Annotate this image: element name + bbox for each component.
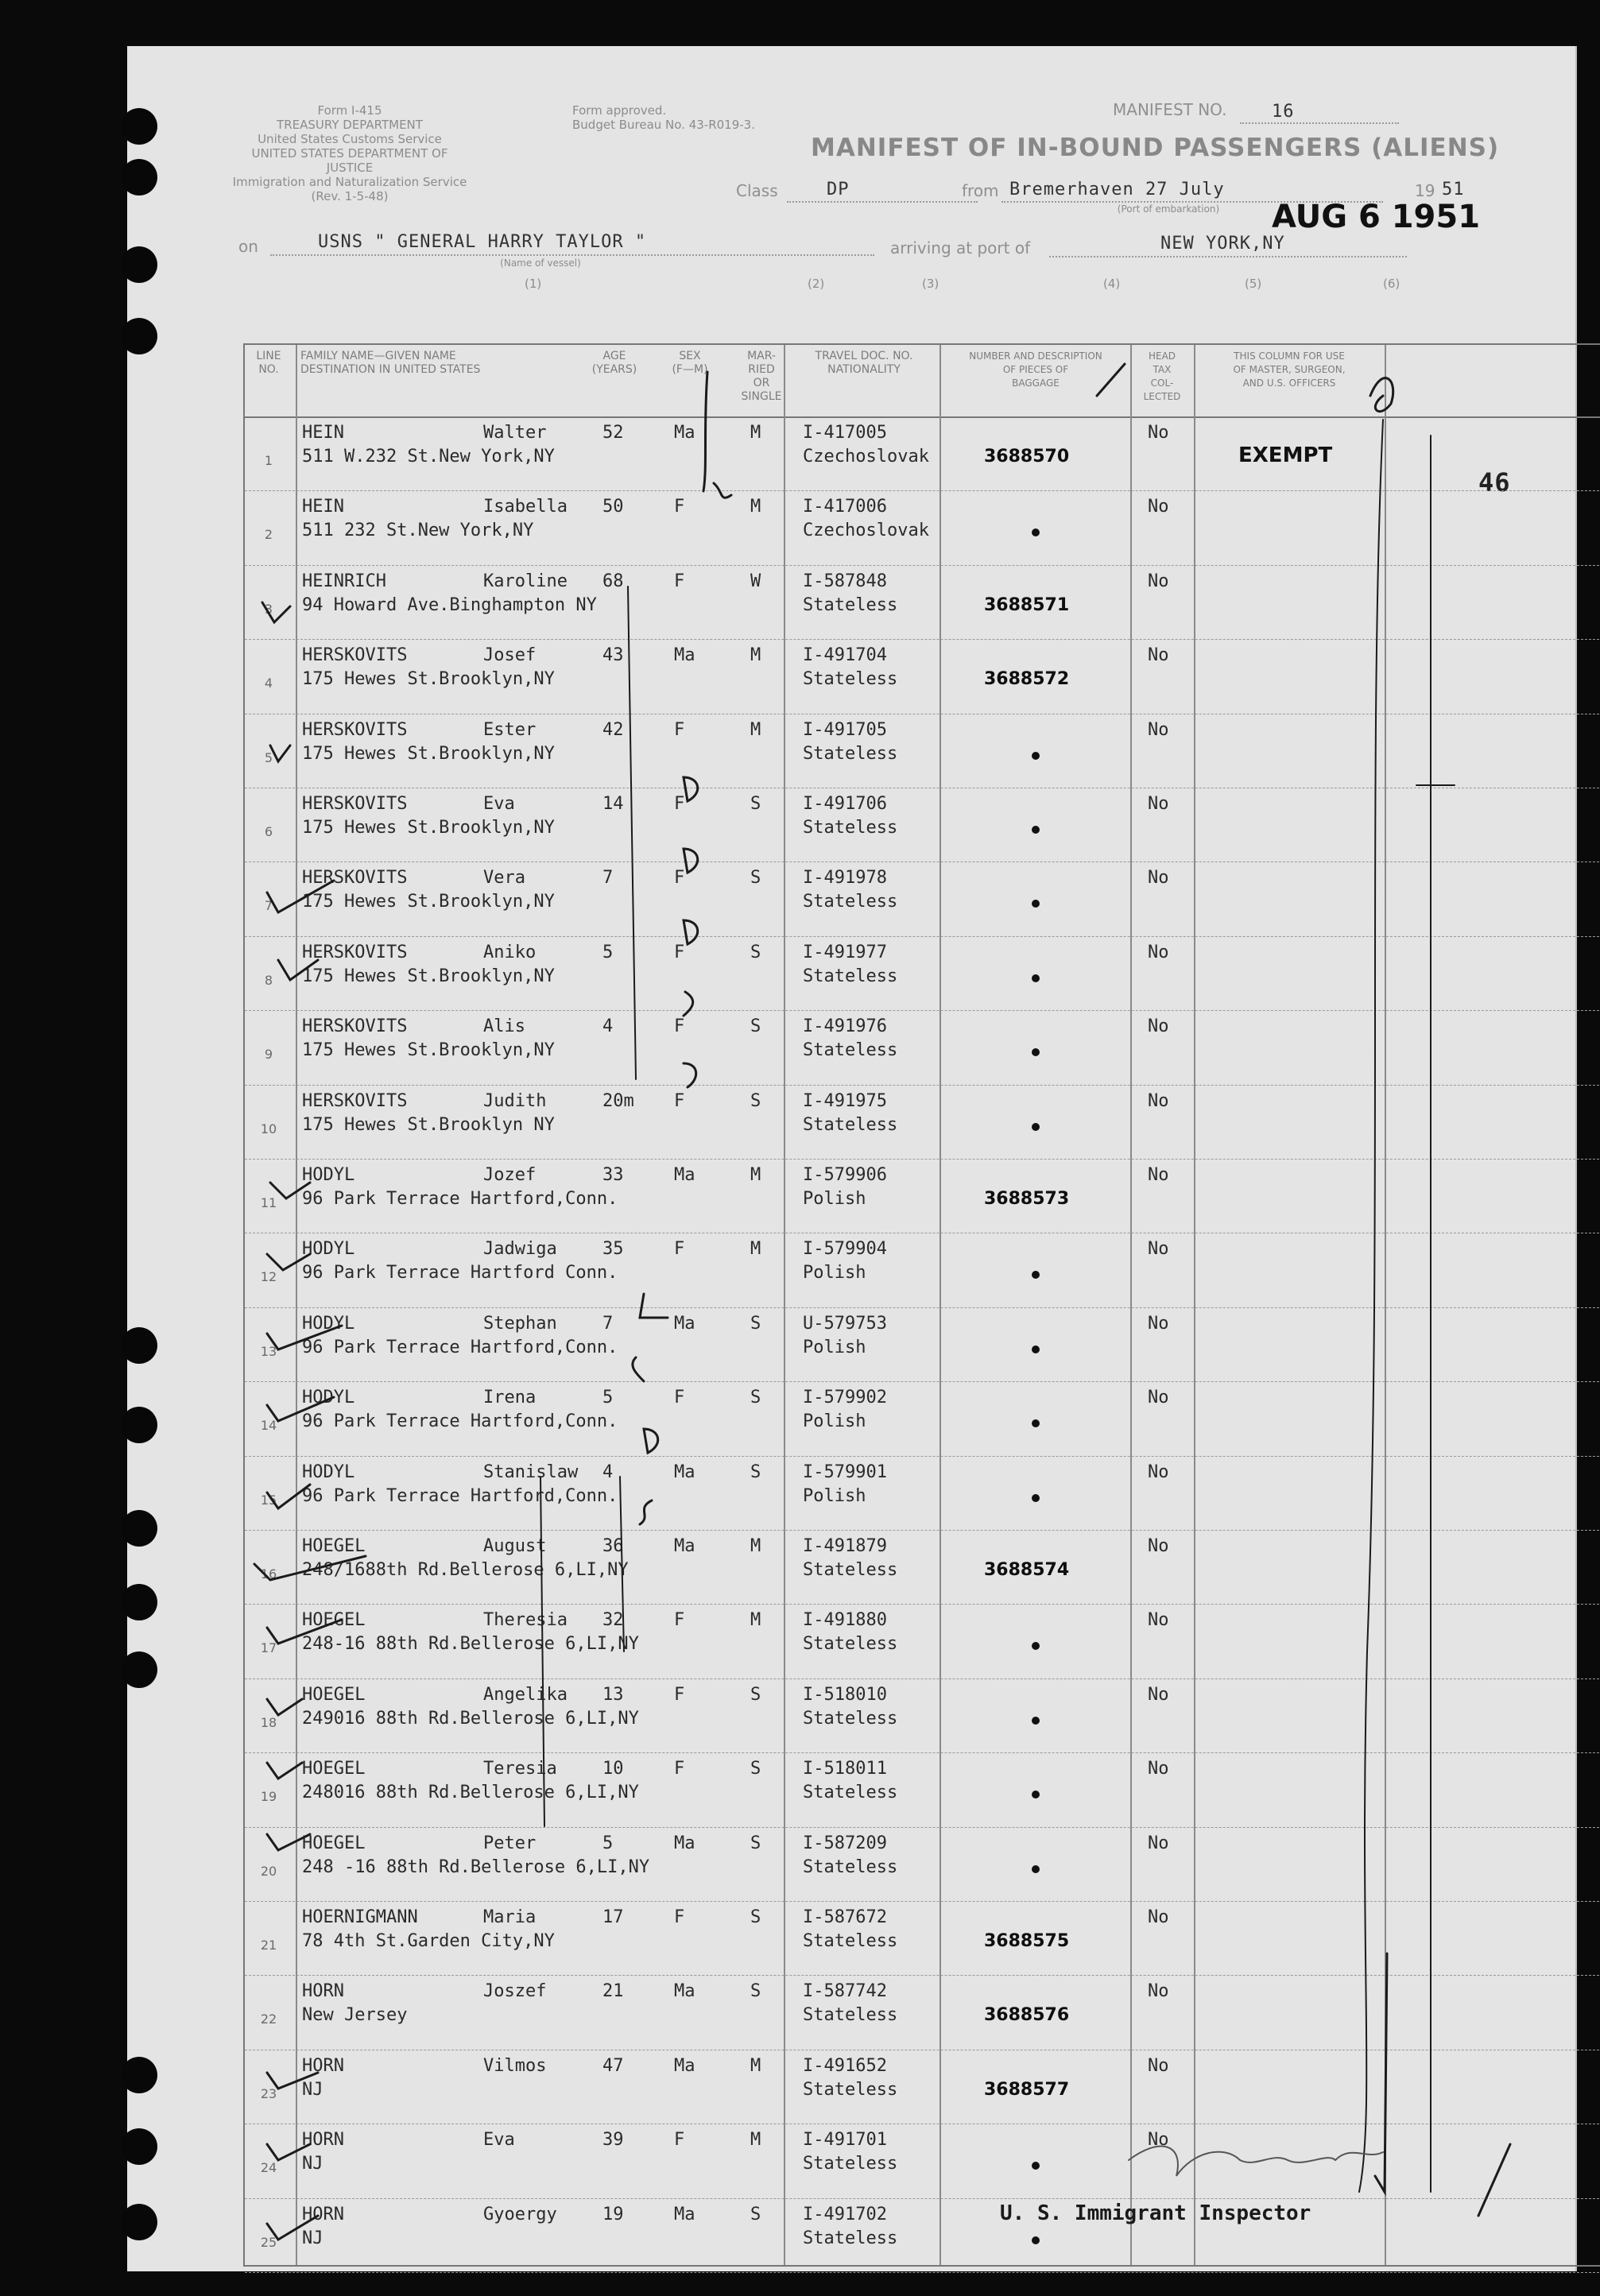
nationality: Polish: [803, 1411, 866, 1432]
line-number: 20: [260, 1863, 277, 1879]
marital-status: M: [750, 1165, 761, 1185]
sex: F: [674, 2130, 685, 2151]
nationality: Stateless: [803, 669, 898, 690]
nationality: Stateless: [803, 1857, 898, 1877]
marital-status: S: [750, 1833, 761, 1853]
travel-doc-no: I-579902: [803, 1388, 887, 1408]
year-prefix: 19: [1415, 181, 1435, 200]
head-tax: No: [1148, 1981, 1169, 2002]
baggage-number: 3688576: [984, 2005, 1070, 2026]
family-name: HODYL: [302, 1388, 355, 1408]
sex: F: [674, 1388, 685, 1408]
given-name: Aniko: [483, 942, 537, 962]
given-name: Theresia: [483, 1610, 568, 1631]
age: 14: [602, 794, 624, 814]
marital-status: M: [750, 497, 761, 517]
baggage-number: 3688575: [984, 1931, 1070, 1951]
age: 13: [602, 1684, 624, 1705]
destination: 248 -16 88th Rd.Bellerose 6,LI,NY: [302, 1857, 650, 1877]
travel-doc-no: I-579906: [803, 1165, 887, 1185]
age: 43: [602, 645, 624, 666]
header-name: FAMILY NAME—GIVEN NAME DESTINATION IN UNITED STATES: [300, 350, 481, 376]
line-number: 7: [264, 898, 273, 914]
age: 4: [602, 1462, 614, 1482]
class-label: Class: [736, 181, 778, 200]
age: 20m: [602, 1090, 634, 1111]
age: 10: [602, 1759, 624, 1779]
line-number: 16: [260, 1566, 277, 1582]
family-name: HORN: [302, 2204, 344, 2224]
travel-doc-no: I-518010: [803, 1684, 887, 1705]
nationality: Stateless: [803, 2079, 898, 2100]
age: 17: [602, 1907, 624, 1927]
year-value: 51: [1442, 180, 1465, 199]
head-tax: No: [1148, 1833, 1169, 1853]
line-number: 17: [260, 1640, 277, 1656]
head-tax: No: [1148, 1016, 1169, 1037]
sex: F: [674, 1759, 685, 1779]
marital-status: S: [750, 1016, 761, 1037]
age: 47: [602, 2055, 624, 2076]
sex: F: [674, 1090, 685, 1111]
marital-status: S: [750, 2204, 761, 2224]
vessel-note: (Name of vessel): [500, 257, 581, 269]
sex: Ma: [674, 1462, 695, 1482]
column-numbers: (1) (2) (3) (4) (5) (6): [525, 277, 1400, 291]
family-name: HOEGEL: [302, 1759, 366, 1779]
destination: 96 Park Terrace Hartford,Conn.: [302, 1411, 618, 1432]
family-name: HODYL: [302, 1462, 355, 1482]
sex: Ma: [674, 1165, 695, 1185]
destination: 175 Hewes St.Brooklyn,NY: [302, 743, 555, 764]
age: 19: [602, 2204, 624, 2224]
from-label: from: [962, 181, 999, 200]
line-number: 9: [264, 1047, 273, 1063]
travel-doc-no: I-579904: [803, 1239, 887, 1260]
sex: F: [674, 868, 685, 889]
age: 39: [602, 2130, 624, 2151]
age: 5: [602, 1833, 614, 1853]
nationality: Stateless: [803, 966, 898, 986]
sex: F: [674, 497, 685, 517]
family-name: HERSKOVITS: [302, 1090, 408, 1111]
manifest-no: 16: [1272, 102, 1295, 122]
travel-doc-no: I-491977: [803, 942, 887, 962]
age: 4: [602, 1016, 614, 1037]
embark-note: (Port of embarkation): [1117, 203, 1220, 215]
given-name: Vilmos: [483, 2055, 547, 2076]
header-baggage: NUMBER AND DESCRIPTION OF PIECES OF BAGGAGE: [969, 350, 1102, 389]
nationality: Stateless: [803, 2154, 898, 2174]
travel-doc-no: I-491652: [803, 2055, 887, 2076]
inspector-signature-line: U. S. Immigrant Inspector: [1000, 2201, 1311, 2225]
class-value: DP: [827, 180, 850, 199]
destination: 96 Park Terrace Hartford,Conn.: [302, 1337, 618, 1357]
baggage-number: 3688574: [984, 1560, 1070, 1580]
marital-status: S: [750, 942, 761, 962]
given-name: Peter: [483, 1833, 537, 1853]
line-number: 4: [264, 676, 273, 691]
travel-doc-no: I-491701: [803, 2130, 887, 2151]
travel-doc-no: I-579901: [803, 1462, 887, 1482]
destination: 175 Hewes St.Brooklyn,NY: [302, 966, 555, 986]
sex: Ma: [674, 1981, 695, 2002]
nationality: Polish: [803, 1337, 866, 1357]
head-tax: No: [1148, 942, 1169, 962]
sex: F: [674, 1610, 685, 1631]
travel-doc-no: U-579753: [803, 1313, 887, 1334]
sex: Ma: [674, 2055, 695, 2076]
family-name: HERSKOVITS: [302, 794, 408, 814]
marital-status: S: [750, 1981, 761, 2002]
line-number: 21: [260, 1938, 277, 1953]
from-value: Bremerhaven 27 July: [1009, 180, 1225, 199]
travel-doc-no: I-491880: [803, 1610, 887, 1631]
given-name: August: [483, 1536, 547, 1556]
head-tax: No: [1148, 1610, 1169, 1631]
sex: F: [674, 1907, 685, 1927]
nationality: Polish: [803, 1485, 866, 1506]
sex: Ma: [674, 1313, 695, 1334]
destination: 248016 88th Rd.Bellerose 6,LI,NY: [302, 1783, 639, 1803]
baggage-number: 3688572: [984, 669, 1070, 690]
travel-doc-no: I-491879: [803, 1536, 887, 1556]
header-age: AGE (YEARS): [591, 350, 637, 376]
family-name: HOEGEL: [302, 1684, 366, 1705]
given-name: Vera: [483, 868, 525, 889]
given-name: Jozef: [483, 1165, 537, 1185]
nationality: Stateless: [803, 2005, 898, 2026]
line-number: 18: [260, 1714, 277, 1730]
nationality: Stateless: [803, 1040, 898, 1061]
sex: F: [674, 1016, 685, 1037]
destination: 249016 88th Rd.Bellerose 6,LI,NY: [302, 1708, 639, 1729]
head-tax: No: [1148, 1165, 1169, 1185]
family-name: HORN: [302, 1981, 344, 2002]
head-tax: No: [1148, 719, 1169, 740]
destination: 511 W.232 St.New York,NY: [302, 447, 555, 467]
age: 21: [602, 1981, 624, 2002]
destination: 175 Hewes St.Brooklyn,NY: [302, 669, 555, 690]
line-number: 5: [264, 749, 273, 765]
age: 35: [602, 1239, 624, 1260]
nationality: Stateless: [803, 594, 898, 615]
sex: F: [674, 719, 685, 740]
age: 52: [602, 423, 624, 443]
given-name: Eva: [483, 794, 515, 814]
age: 5: [602, 942, 614, 962]
age: 5: [602, 1388, 614, 1408]
head-tax: No: [1148, 2055, 1169, 2076]
date-stamp: AUG 6 1951: [1272, 199, 1481, 235]
sex: F: [674, 942, 685, 962]
travel-doc-no: I-491706: [803, 794, 887, 814]
header-head-tax: HEAD TAX COL- LECTED: [1143, 350, 1181, 402]
family-name: HODYL: [302, 1239, 355, 1260]
line-number: 11: [260, 1195, 277, 1210]
head-tax: No: [1148, 1239, 1169, 1260]
family-name: HOEGEL: [302, 1536, 366, 1556]
line-number: 13: [260, 1343, 277, 1359]
given-name: Judith: [483, 1090, 547, 1111]
given-name: Stanislaw: [483, 1462, 579, 1482]
travel-doc-no: I-491705: [803, 719, 887, 740]
line-number: 19: [260, 1789, 277, 1805]
sex: F: [674, 794, 685, 814]
header-married: MAR- RIED OR SINGLE: [741, 350, 782, 403]
line-number: 14: [260, 1418, 277, 1434]
family-name: HERSKOVITS: [302, 942, 408, 962]
age: 7: [602, 868, 614, 889]
family-name: HEIN: [302, 423, 344, 443]
marital-status: S: [750, 1090, 761, 1111]
given-name: Gyoergy: [483, 2204, 557, 2224]
given-name: Angelika: [483, 1684, 568, 1705]
family-name: HERSKOVITS: [302, 1016, 408, 1037]
head-tax: No: [1148, 1090, 1169, 1111]
on-label: on: [238, 237, 258, 256]
manifest-title: MANIFEST OF IN-BOUND PASSENGERS (ALIENS): [811, 134, 1500, 162]
given-name: Maria: [483, 1907, 537, 1927]
destination: NJ: [302, 2079, 323, 2100]
approval-note: Form approved. Budget Bureau No. 43-R019-3.: [572, 103, 755, 132]
marital-status: M: [750, 719, 761, 740]
family-name: HOEGEL: [302, 1610, 366, 1631]
destination: 175 Hewes St.Brooklyn,NY: [302, 892, 555, 912]
head-tax: No: [1148, 1462, 1169, 1482]
line-number: 2: [264, 527, 273, 543]
marital-status: S: [750, 1313, 761, 1334]
line-number: 15: [260, 1492, 277, 1508]
travel-doc-no: I-417005: [803, 423, 887, 443]
line-number: 25: [260, 2234, 277, 2250]
department-header: Form I-415 TREASURY DEPARTMENT United States Customs Service UNITED STATES DEPARTMENT OF JUSTICE Immigration and Naturalization Service (Rev. 1-5-48): [232, 103, 467, 203]
destination: 175 Hewes St.Brooklyn NY: [302, 1114, 555, 1135]
family-name: HOEGEL: [302, 1833, 366, 1853]
head-tax: No: [1148, 1313, 1169, 1334]
head-tax: No: [1148, 497, 1169, 517]
destination: 511 232 St.New York,NY: [302, 521, 534, 541]
nationality: Stateless: [803, 1114, 898, 1135]
nationality: Stateless: [803, 1634, 898, 1655]
destination: 96 Park Terrace Hartford Conn.: [302, 1263, 618, 1284]
line-number: 10: [260, 1121, 277, 1136]
marital-status: S: [750, 794, 761, 814]
destination: NJ: [302, 2228, 323, 2248]
family-name: HORN: [302, 2055, 344, 2076]
marital-status: S: [750, 868, 761, 889]
age: 33: [602, 1165, 624, 1185]
family-name: HERSKOVITS: [302, 645, 408, 666]
family-name: HERSKOVITS: [302, 868, 408, 889]
sex: Ma: [674, 645, 695, 666]
destination: 78 4th St.Garden City,NY: [302, 1931, 555, 1951]
family-name: HEIN: [302, 497, 344, 517]
family-name: HODYL: [302, 1165, 355, 1185]
nationality: Stateless: [803, 743, 898, 764]
header-sex: SEX (F—M): [672, 350, 708, 376]
given-name: Ester: [483, 719, 537, 740]
destination: 175 Hewes St.Brooklyn,NY: [302, 1040, 555, 1061]
given-name: Karoline: [483, 571, 568, 591]
line-number: 1: [264, 453, 273, 468]
travel-doc-no: I-587672: [803, 1907, 887, 1927]
marital-status: W: [750, 571, 761, 591]
marital-status: S: [750, 1388, 761, 1408]
head-tax: No: [1148, 1759, 1169, 1779]
nationality: Stateless: [803, 818, 898, 838]
sex: Ma: [674, 1833, 695, 1853]
nationality: Polish: [803, 1263, 866, 1284]
travel-doc-no: I-518011: [803, 1759, 887, 1779]
nationality: Stateless: [803, 1708, 898, 1729]
marital-status: S: [750, 1462, 761, 1482]
baggage-number: 3688573: [984, 1189, 1070, 1209]
head-tax: No: [1148, 423, 1169, 443]
sex: F: [674, 1239, 685, 1260]
age: 32: [602, 1610, 624, 1631]
header-line: LINE NO.: [256, 350, 281, 376]
given-name: Joszef: [483, 1981, 547, 2002]
age: 7: [602, 1313, 614, 1334]
destination: 96 Park Terrace Hartford,Conn.: [302, 1189, 618, 1209]
age: 36: [602, 1536, 624, 1556]
age: 50: [602, 497, 624, 517]
sex: Ma: [674, 1536, 695, 1556]
port-value: NEW YORK,NY: [1160, 234, 1285, 254]
handwritten-marks: [127, 46, 1575, 2271]
nationality: Stateless: [803, 1931, 898, 1951]
destination: 248-16 88th Rd.Bellerose 6,LI,NY: [302, 1634, 639, 1655]
given-name: Jadwiga: [483, 1239, 557, 1260]
nationality: Stateless: [803, 1783, 898, 1803]
header-travel: TRAVEL DOC. NO. NATIONALITY: [815, 350, 913, 376]
line-number: 22: [260, 2011, 277, 2027]
sex: F: [674, 571, 685, 591]
destination: New Jersey: [302, 2005, 408, 2026]
marital-status: M: [750, 645, 761, 666]
head-tax: No: [1148, 1684, 1169, 1705]
travel-doc-no: I-491978: [803, 868, 887, 889]
marital-status: M: [750, 2130, 761, 2151]
family-name: HODYL: [302, 1313, 355, 1334]
age: 42: [602, 719, 624, 740]
manifest-no-label: MANIFEST NO.: [1113, 100, 1227, 119]
sex: Ma: [674, 423, 695, 443]
travel-doc-no: I-491702: [803, 2204, 887, 2224]
sex: F: [674, 1684, 685, 1705]
given-name: Eva: [483, 2130, 515, 2151]
destination: 248/1688th Rd.Bellerose 6,LI,NY: [302, 1560, 629, 1580]
destination: 94 Howard Ave.Binghampton NY: [302, 594, 597, 615]
age: 68: [602, 571, 624, 591]
travel-doc-no: I-587848: [803, 571, 887, 591]
exempt-label: EXEMPT: [1238, 443, 1333, 467]
head-tax: No: [1148, 794, 1169, 814]
line-number: 24: [260, 2160, 277, 2176]
given-name: Isabella: [483, 497, 568, 517]
marital-status: M: [750, 423, 761, 443]
baggage-number: 3688577: [984, 2079, 1070, 2100]
baggage-number: 3688570: [984, 447, 1070, 467]
family-name: HEINRICH: [302, 571, 386, 591]
marital-status: S: [750, 1759, 761, 1779]
nationality: Czechoslovak: [803, 447, 929, 467]
marital-status: M: [750, 1610, 761, 1631]
line-number: 3: [264, 601, 273, 617]
given-name: Stephan: [483, 1313, 557, 1334]
nationality: Czechoslovak: [803, 521, 929, 541]
line-number: 8: [264, 972, 273, 988]
header-officers: THIS COLUMN FOR USE OF MASTER, SURGEON, AND U.S. OFFICERS: [1233, 350, 1346, 389]
family-name: HOERNIGMANN: [302, 1907, 418, 1927]
line-number: 12: [260, 1269, 277, 1285]
travel-doc-no: I-587742: [803, 1981, 887, 2002]
head-tax: No: [1148, 645, 1169, 666]
head-tax: No: [1148, 868, 1169, 889]
head-tax: No: [1148, 2130, 1169, 2151]
head-tax: No: [1148, 1388, 1169, 1408]
destination: 175 Hewes St.Brooklyn,NY: [302, 818, 555, 838]
family-name: HERSKOVITS: [302, 719, 408, 740]
nationality: Stateless: [803, 1560, 898, 1580]
page-number: 46: [1478, 467, 1511, 498]
line-number: 23: [260, 2085, 277, 2101]
family-name: HORN: [302, 2130, 344, 2151]
marital-status: S: [750, 1684, 761, 1705]
travel-doc-no: I-417006: [803, 497, 887, 517]
given-name: Josef: [483, 645, 537, 666]
marital-status: M: [750, 1536, 761, 1556]
head-tax: No: [1148, 571, 1169, 591]
arriving-label: arriving at port of: [890, 238, 1031, 257]
head-tax: No: [1148, 1536, 1169, 1556]
travel-doc-no: I-587209: [803, 1833, 887, 1853]
given-name: Irena: [483, 1388, 537, 1408]
head-tax: No: [1148, 1907, 1169, 1927]
nationality: Stateless: [803, 2228, 898, 2248]
travel-doc-no: I-491704: [803, 645, 887, 666]
baggage-number: 3688571: [984, 594, 1070, 615]
given-name: Teresia: [483, 1759, 557, 1779]
nationality: Stateless: [803, 892, 898, 912]
manifest-page: [127, 46, 1577, 2271]
nationality: Polish: [803, 1189, 866, 1209]
vessel-name: USNS " GENERAL HARRY TAYLOR ": [318, 232, 647, 252]
given-name: Alis: [483, 1016, 525, 1037]
destination: NJ: [302, 2154, 323, 2174]
marital-status: S: [750, 1907, 761, 1927]
sex: Ma: [674, 2204, 695, 2224]
line-number: 6: [264, 824, 273, 839]
given-name: Walter: [483, 423, 547, 443]
marital-status: M: [750, 2055, 761, 2076]
travel-doc-no: I-491976: [803, 1016, 887, 1037]
marital-status: M: [750, 1239, 761, 1260]
travel-doc-no: I-491975: [803, 1090, 887, 1111]
destination: 96 Park Terrace Hartford,Conn.: [302, 1485, 618, 1506]
